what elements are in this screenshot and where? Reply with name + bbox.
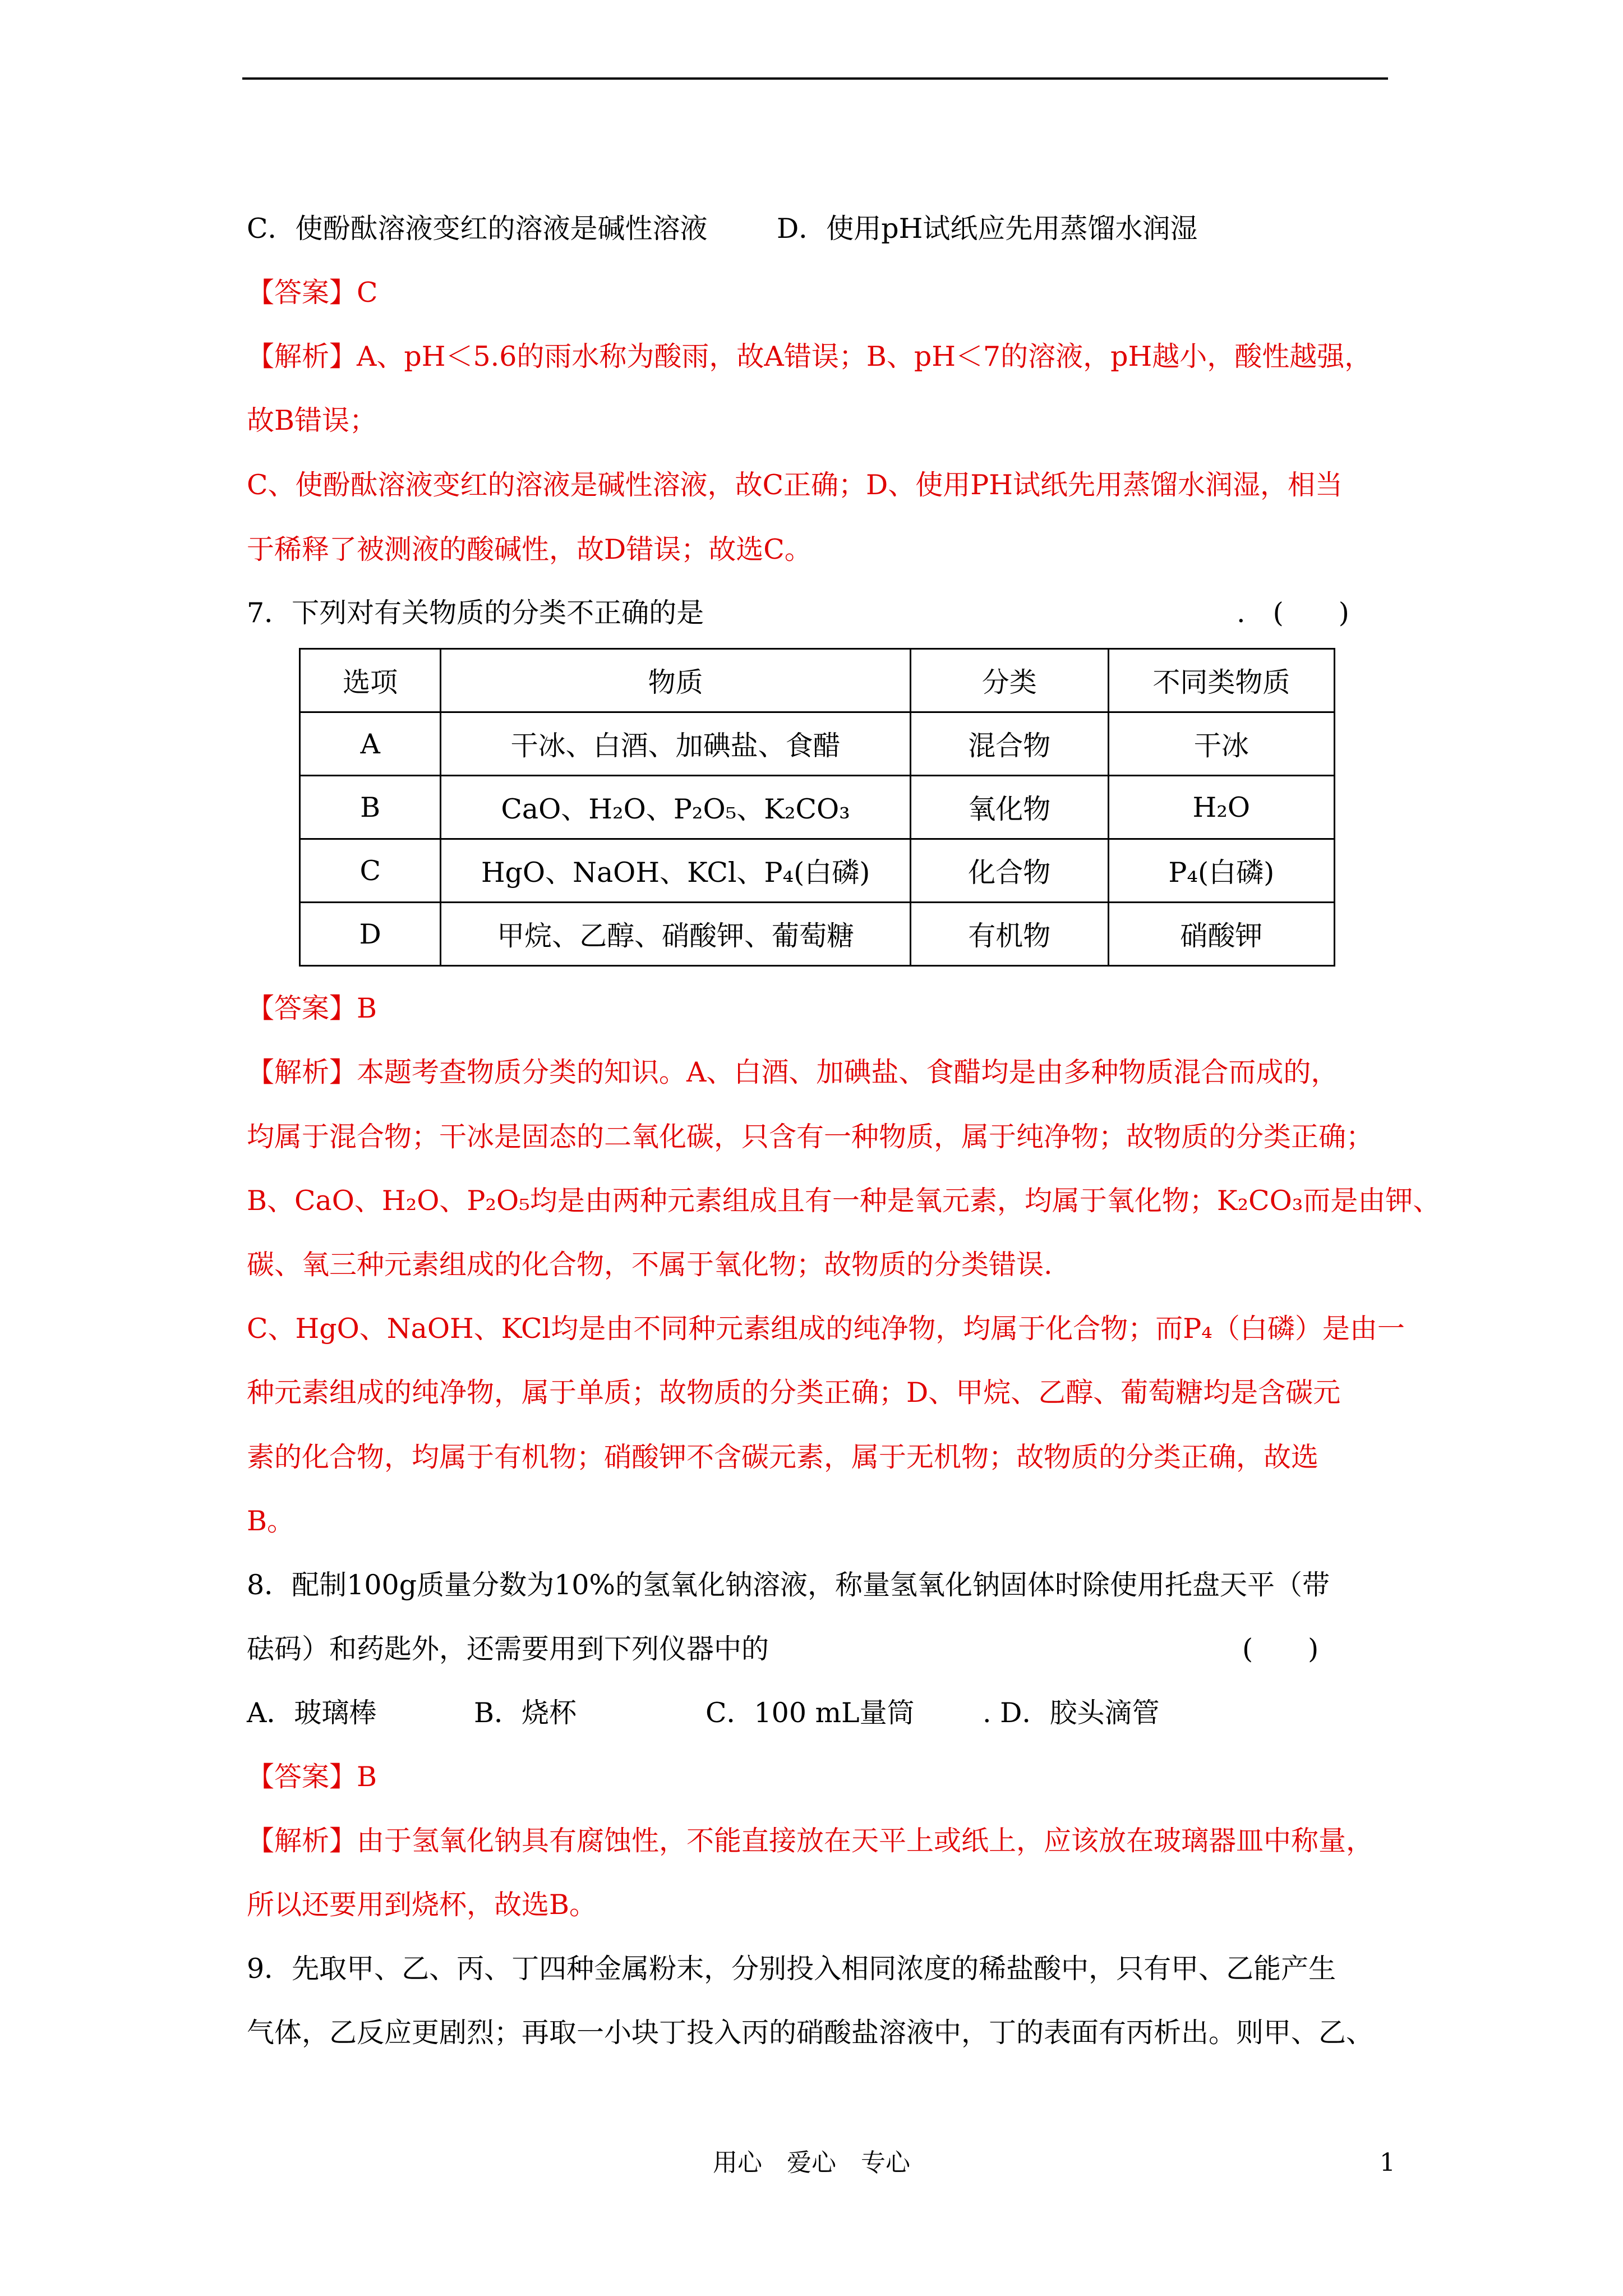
q6-analysis-line-1: [247, 340, 1372, 374]
table-header-cell: 不同类物质: [1108, 649, 1334, 712]
q9-stem-line-1: 9．先取甲、乙、丙、丁四种金属粉末，分别投入相同浓度的稀盐酸中，只有甲、乙能产生: [247, 1953, 1336, 1985]
table-cell: 混合物: [910, 712, 1108, 776]
answer-value: C: [357, 277, 378, 309]
q8-option-a: A．玻璃棒: [247, 1697, 377, 1729]
q6-analysis-line-3: C、使酚酞溶液变红的溶液是碱性溶液，故C正确；D、使用PH试纸先用蒸馏水润湿，相当: [247, 469, 1343, 501]
q8-option-d: . D．胶头滴管: [983, 1697, 1160, 1729]
table-cell: 硝酸钾: [1108, 903, 1334, 966]
analysis-tag: 【解析】: [247, 341, 357, 372]
analysis-tag: 【解析】: [247, 1825, 357, 1857]
q7-analysis-line-8: B。: [247, 1505, 295, 1537]
q8-stem-line-2: 砝码）和药匙外，还需要用到下列仪器中的: [247, 1633, 769, 1665]
q6-option-d: D．使用pH试纸应先用蒸馏水润湿: [777, 213, 1198, 245]
q7-analysis-line-7: 素的化合物，均属于有机物；硝酸钾不含碳元素，属于无机物；故物质的分类正确，故选: [247, 1441, 1319, 1473]
table-header-cell: 分类: [910, 649, 1108, 712]
table-cell: A: [300, 712, 441, 776]
table-header-cell: 物质: [441, 649, 910, 712]
answer-value: B: [357, 1761, 377, 1793]
q8-stem-line-1: 8．配制100g质量分数为10%的氢氧化钠溶液，称量氢氧化钠固体时除使用托盘天平（带: [247, 1569, 1330, 1601]
q8-answer: [247, 1760, 377, 1794]
analysis-text: 由于氢氧化钠具有腐蚀性，不能直接放在天平上或纸上，应该放在玻璃器皿中称量，: [357, 1825, 1374, 1857]
table-cell: C: [300, 839, 441, 903]
answer-value: B: [357, 992, 377, 1024]
q7-analysis-line-5: C、HgO、NaOH、KCl均是由不同种元素组成的纯净物，均属于化合物；而P₄（白磷）是由一: [247, 1313, 1405, 1345]
q7-answer: [247, 992, 377, 1025]
q8-analysis-line-1: [247, 1824, 1373, 1858]
analysis-tag: 【解析】: [247, 1056, 357, 1088]
analysis-text: A、pH＜5.6的雨水称为酸雨，故A错误；B、pH＜7的溶液，pH越小，酸性越强，: [357, 341, 1372, 372]
q7-paren: . ( ): [1237, 597, 1349, 629]
table-row: [300, 839, 1335, 903]
table-row: [300, 712, 1335, 776]
analysis-text: 本题考查物质分类的知识。A、白酒、加碘盐、食醋均是由多种物质混合而成的，: [357, 1056, 1339, 1088]
q8-option-c: C．100 mL量筒: [706, 1697, 915, 1729]
q8-analysis-line-2: 所以还要用到烧杯，故选B。: [247, 1889, 597, 1921]
table-header-cell: 选项: [300, 649, 441, 712]
table-cell: 化合物: [910, 839, 1108, 903]
table-cell: B: [300, 776, 441, 839]
table-cell: D: [300, 903, 441, 966]
answer-tag: 【答案】: [247, 277, 357, 309]
q8-paren: ( ): [1242, 1633, 1319, 1665]
table-row: [300, 903, 1335, 966]
table-header-row: [300, 649, 1335, 712]
table-cell: HgO、NaOH、KCl、P₄(白磷): [441, 839, 910, 903]
table-cell: H₂O: [1108, 776, 1334, 839]
table-row: [300, 776, 1335, 839]
table-cell: 干冰: [1108, 712, 1334, 776]
table-cell: 干冰、白酒、加碘盐、食醋: [441, 712, 910, 776]
q9-stem-line-2: 气体，乙反应更剧烈；再取一小块丁投入丙的硝酸盐溶液中，丁的表面有丙析出。则甲、乙、: [247, 2017, 1374, 2049]
q6-analysis-line-4: 于稀释了被测液的酸碱性，故D错误；故选C。: [247, 533, 812, 565]
q7-analysis-line-1: [247, 1056, 1338, 1089]
table-cell: 氧化物: [910, 776, 1108, 839]
q7-analysis-line-2: 均属于混合物；干冰是固态的二氧化碳，只含有一种物质，属于纯净物；故物质的分类正确；: [247, 1121, 1374, 1153]
table-cell: 有机物: [910, 903, 1108, 966]
header-rule: [242, 77, 1388, 80]
table-cell: P₄(白磷): [1108, 839, 1334, 903]
table-cell: 甲烷、乙醇、硝酸钾、葡萄糖: [441, 903, 910, 966]
answer-tag: 【答案】: [247, 1761, 357, 1793]
page-number: 1: [1380, 2148, 1395, 2177]
q6-option-c-text: C．使酚酞溶液变红的溶液是碱性溶液: [247, 213, 708, 245]
q7-table: [299, 648, 1335, 967]
table-cell: CaO、H₂O、P₂O₅、K₂CO₃: [441, 776, 910, 839]
q7-analysis-line-4: 碳、氧三种元素组成的化合物，不属于氧化物；故物质的分类错误.: [247, 1249, 1053, 1281]
q6-answer: [247, 276, 378, 310]
q7-analysis-line-3: B、CaO、H₂O、P₂O₅均是由两种元素组成且有一种是氧元素，均属于氧化物；K₂CO₃而是由钾、: [247, 1185, 1441, 1217]
q6-analysis-line-2: 故B错误；: [247, 404, 377, 436]
page-footer: 用心 爱心 专心: [713, 2148, 910, 2177]
q6-option-c: [247, 212, 708, 246]
q7-stem: 7．下列对有关物质的分类不正确的是: [247, 597, 704, 629]
q8-option-b: B．烧杯: [474, 1697, 577, 1729]
q7-analysis-line-6: 种元素组成的纯净物，属于单质；故物质的分类正确；D、甲烷、乙醇、葡萄糖均是含碳元: [247, 1377, 1341, 1409]
answer-tag: 【答案】: [247, 992, 357, 1024]
